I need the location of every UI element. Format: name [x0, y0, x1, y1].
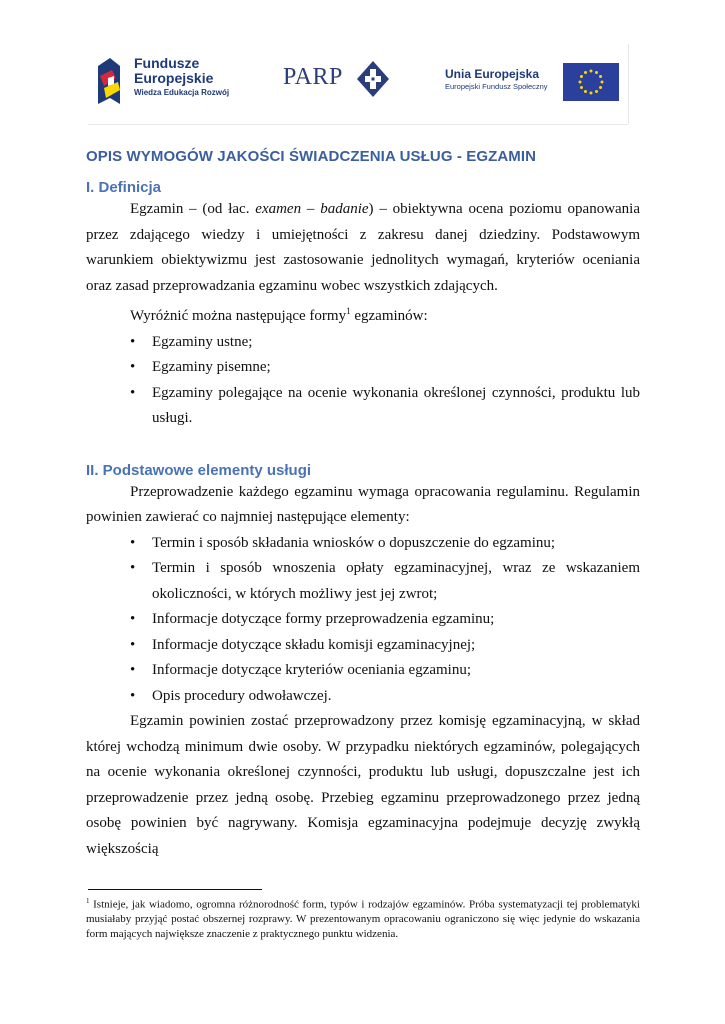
section1-heading: I. Definicja — [86, 179, 162, 196]
s1p1-italic-badanie: badanie — [320, 201, 369, 217]
section1-paragraph1 — [86, 197, 640, 299]
footnote-text: Istnieje, jak wiadomo, ogromna różnorodność form, typów i rodzajów egzaminów. Próba systematyzacji tej problematyki musiałaby przyjąć postać obszernej rozprawy. W prezentowanym opracowaniu ograniczono się więc jedynie do wskazania form mających największe znaczenie z praktycznego punktu widzenia. — [86, 898, 640, 940]
section1-paragraph2 — [86, 299, 640, 330]
list-item — [86, 556, 640, 607]
eu-flag-star — [590, 92, 593, 95]
eu-flag-star — [584, 90, 587, 93]
s1p1-a: Egzamin – (od łac. — [130, 201, 256, 217]
bullet-icon: • — [130, 611, 136, 627]
ue-logo-text — [445, 67, 555, 93]
parp-logo-text: PARP — [283, 64, 343, 90]
list-item-text: Informacje dotyczące kryteriów oceniania egzaminu; — [152, 662, 472, 678]
section2-paragraph1: Przeprowadzenie każdego egzaminu wymaga opracowania regulaminu. Regulamin powinien zawierać co najmniej następujące elementy: — [86, 483, 640, 525]
fe-logo-text — [134, 56, 229, 99]
ue-logo-line2: Europejski Fundusz Społeczny — [445, 82, 548, 91]
footnote-ref: 1 — [346, 306, 351, 316]
s1p1-b: – — [301, 201, 321, 217]
footnote-separator — [88, 889, 262, 890]
list-item-text: Termin i sposób wnoszenia opłaty egzaminacyjnej, wraz ze wskazaniem okoliczności, w których możliwy jest jej zwrot; — [152, 560, 640, 602]
eu-flag-star — [580, 86, 583, 89]
list-item — [86, 684, 640, 710]
eu-flag-star — [595, 71, 598, 74]
s1p2-b: egzaminów: — [350, 308, 428, 324]
eu-flag-field — [563, 63, 619, 101]
list-item-text: Informacje dotyczące formy przeprowadzenia egzaminu; — [152, 611, 495, 627]
bullet-icon: • — [130, 359, 136, 375]
s1p1-c: ) – obiektywna ocena poziomu opanowania przez zdającego wiedzy i umiejętności z zakresu danej dziedziny. Podstawowym warunkiem obiektywizmu jest zastosowanie jednolitych wymagań, kryteriów oceniania oraz zasad przeprowadzania egzaminu wobec wszystkich zdających. — [86, 201, 641, 294]
eu-flag-icon — [563, 63, 619, 101]
fe-logo-line3: Wiedza Edukacja Rozwój — [134, 88, 230, 97]
bullet-icon: • — [130, 534, 136, 551]
eu-flag-star — [590, 70, 593, 73]
list-item — [86, 330, 640, 356]
list-item — [86, 381, 640, 432]
document-body — [86, 140, 640, 862]
list-item — [86, 658, 640, 684]
eu-flag-star — [599, 86, 602, 89]
bullet-icon: • — [130, 333, 136, 350]
list-item — [86, 633, 640, 659]
footnote — [86, 894, 640, 941]
eu-flag-star — [599, 75, 602, 78]
bullet-icon: • — [130, 636, 136, 653]
list-item-text: Egzaminy polegające na ocenie wykonania określonej czynności, produktu lub usługi. — [152, 384, 640, 426]
fe-logo-line1: Fundusze — [134, 55, 200, 71]
list-item-text: Opis procedury odwoławczej. — [152, 687, 332, 704]
header-side-line — [628, 44, 629, 124]
eu-flag-star — [584, 71, 587, 74]
ue-logo-line1: Unia Europejska — [445, 67, 540, 81]
parp-logo-icon — [356, 60, 390, 98]
eu-flag-star — [580, 75, 583, 78]
bullet-icon: • — [130, 384, 136, 401]
eu-flag-star — [601, 81, 604, 84]
eu-flag-star — [595, 90, 598, 93]
list-item-text: Termin i sposób składania wniosków o dopuszczenie do egzaminu; — [152, 534, 556, 551]
list-item-text: Egzaminy pisemne; — [152, 359, 271, 375]
footnote-marker: 1 — [86, 897, 90, 905]
section2-paragraph2: Egzamin powinien zostać przeprowadzony przez komisję egzaminacyjną, w skład której wchodzą minimum dwie osoby. W przypadku niektórych egzaminów, polegających na ocenie wykonania określonej czynności, produktu lub usługi, dopuszczalne jest ich przeprowadzenie przez jedną osobę. Przebieg egzaminu przeprowadzonego przez jedną osobę powinien być nagrywany. Komisja egzaminacyjna podejmuje decyzję zwykłą większością — [86, 713, 640, 857]
list-item-text: Egzaminy ustne; — [152, 333, 253, 350]
bullet-icon: • — [130, 560, 136, 576]
list-item — [86, 355, 640, 381]
list-item — [86, 607, 640, 633]
header-divider — [88, 124, 628, 125]
s1p1-italic-examen: examen — [255, 201, 302, 217]
s1p2-a: Wyróżnić można następujące formy — [130, 308, 347, 324]
list-item-text: Informacje dotyczące składu komisji egzaminacyjnej; — [152, 636, 476, 653]
page-header — [0, 0, 725, 130]
section2-bullet-list — [86, 531, 640, 710]
section1-bullet-list — [86, 330, 640, 432]
parp-icon-center — [372, 78, 375, 81]
section2-heading: II. Podstawowe elementy usługi — [86, 461, 312, 479]
fe-logo-line2: Europejskie — [134, 70, 214, 86]
eu-flag-star — [579, 81, 582, 84]
list-item — [86, 531, 640, 557]
document-title: OPIS WYMOGÓW JAKOŚCI ŚWIADCZENIA USŁUG - EGZAMIN — [86, 148, 537, 165]
bullet-icon: • — [130, 662, 136, 678]
bullet-icon: • — [130, 687, 136, 704]
